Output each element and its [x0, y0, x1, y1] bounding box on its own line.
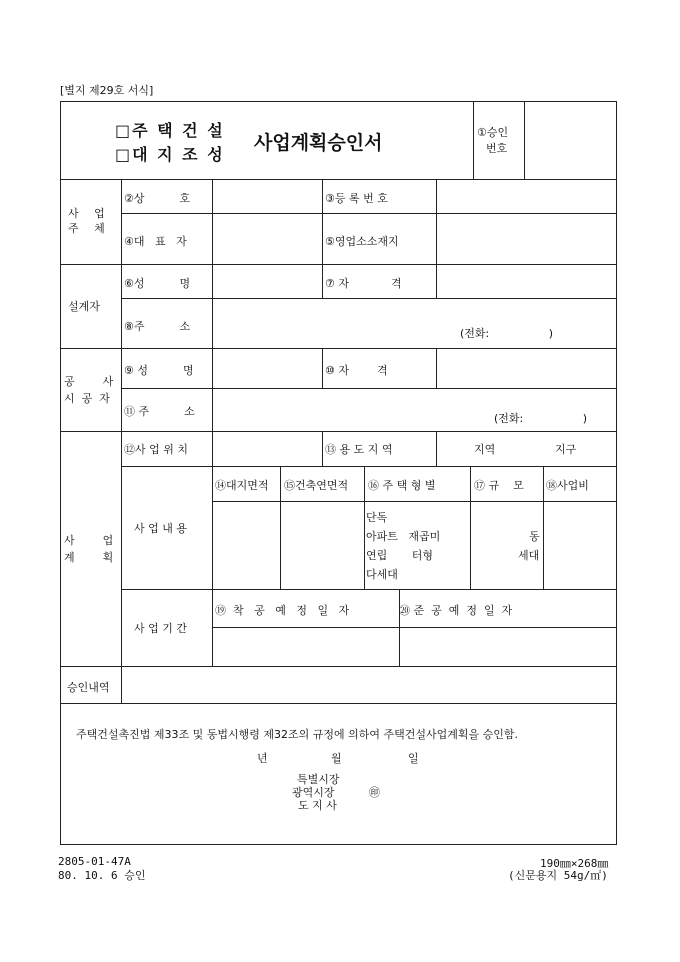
floor-area-header: ⑮건축연면적	[284, 479, 349, 492]
contractor-qualification-label: ⑩ 자 격	[325, 364, 388, 377]
project-cost-field[interactable]	[544, 502, 616, 588]
representative-label: ④대 표 자	[124, 235, 187, 248]
contractor-phone: (전화: )	[494, 412, 587, 425]
contractor-qualification-field[interactable]	[437, 349, 616, 387]
start-date-field[interactable]	[213, 628, 398, 665]
contractor-address-label: ⑪ 주 소	[124, 405, 195, 418]
approval-date: 80. 10. 6 승인	[58, 869, 146, 882]
business-entity-label: 사 업	[68, 207, 111, 220]
form-reference: [별지 제29호 서식]	[60, 84, 154, 97]
paper-type: (신문용지 54g/㎡)	[508, 869, 608, 882]
designer-label: 설계자	[68, 300, 100, 313]
scale-buildings-unit: 동	[529, 530, 540, 543]
approval-number-label: ①승인	[477, 126, 509, 139]
option-land-development[interactable]: □대 지 조 성	[115, 145, 225, 164]
housing-type-rowhouse[interactable]: 연립 터형	[366, 549, 433, 562]
scale-header: ⑰ 규 모	[474, 479, 524, 492]
form-title: 사업계획승인서	[254, 132, 383, 154]
designer-phone: (전화: )	[460, 327, 553, 340]
scale-households-unit: 세대	[518, 549, 540, 562]
business-plan-label-2: 계 획	[64, 551, 114, 564]
business-plan-label: 사 업	[64, 534, 114, 547]
site-location-label: ⑫사 업 위 치	[124, 443, 188, 456]
designer-address-label: ⑧주 소	[124, 320, 191, 333]
completion-date-field[interactable]	[400, 628, 616, 665]
housing-type-multiplex[interactable]: 다세대	[366, 568, 398, 581]
date-month: 월	[331, 752, 342, 765]
approval-details-field[interactable]	[122, 667, 616, 702]
district-label[interactable]: 지구	[555, 443, 577, 456]
trade-name-label: ②상 호	[124, 192, 191, 205]
contractor-label: 공 사	[64, 375, 114, 388]
approval-details-label: 승인내역	[67, 681, 110, 694]
completion-date-label: ⑳ 준 공 예 정 일 자	[399, 604, 513, 617]
zoning-label: ⑬ 용 도 지 역	[325, 443, 393, 456]
option-housing-construction[interactable]: □주 택 건 설	[115, 121, 225, 140]
business-content-label: 사 업 내 용	[134, 522, 187, 535]
registration-number-field[interactable]	[437, 180, 616, 212]
project-cost-header: ⑱사업비	[546, 479, 589, 492]
housing-type-detached[interactable]: 단독	[366, 511, 388, 524]
contractor-name-field[interactable]	[213, 349, 321, 387]
date-day: 일	[408, 752, 419, 765]
site-area-field[interactable]	[213, 502, 279, 588]
approval-number-field[interactable]	[525, 102, 616, 178]
contractor-label-2: 시 공 자	[64, 392, 110, 405]
date-year: 년	[257, 752, 268, 765]
housing-type-header: ⑯ 주 택 형 별	[368, 479, 436, 492]
representative-field[interactable]	[213, 214, 321, 263]
designer-address-field[interactable]	[213, 299, 616, 347]
floor-area-field[interactable]	[281, 502, 363, 588]
site-area-header: ⑭대지면적	[215, 479, 269, 492]
approval-statement: 주택건설촉진법 제33조 및 동법시행령 제32조의 규정에 의하여 주택건설사업계획을 승인함.	[76, 728, 518, 741]
contractor-name-label: ⑨ 성 명	[124, 364, 194, 377]
housing-type-apartment[interactable]: 아파트 재곱미	[366, 530, 441, 543]
signer-metropolitan-city: 광역시장	[292, 786, 335, 799]
signer-governor: 도 지 사	[298, 799, 337, 812]
business-period-label: 사 업 기 간	[134, 622, 187, 635]
designer-qualification-label: ⑦ 자 격	[325, 277, 402, 290]
registration-number-label: ③등 록 번 호	[325, 192, 388, 205]
designer-qualification-field[interactable]	[437, 265, 616, 297]
business-address-field[interactable]	[437, 214, 616, 263]
site-location-field[interactable]	[213, 432, 321, 465]
business-entity-label-2: 주 체	[68, 222, 111, 235]
designer-name-field[interactable]	[213, 265, 321, 297]
approval-number-label-2: 번호	[486, 142, 508, 155]
zone-label[interactable]: 지역	[474, 443, 496, 456]
designer-name-label: ⑥성 명	[124, 277, 191, 290]
form-code: 2805-01-47A	[58, 855, 131, 868]
seal-icon: ㊞	[369, 786, 380, 799]
trade-name-field[interactable]	[213, 180, 321, 212]
signer-special-city: 특별시장	[297, 773, 340, 786]
paper-size: 190㎜×268㎜	[540, 857, 609, 870]
start-date-label: ⑲ 착 공 예 정 일 자	[215, 604, 350, 617]
business-address-label: ⑤영업소소재지	[325, 235, 399, 248]
